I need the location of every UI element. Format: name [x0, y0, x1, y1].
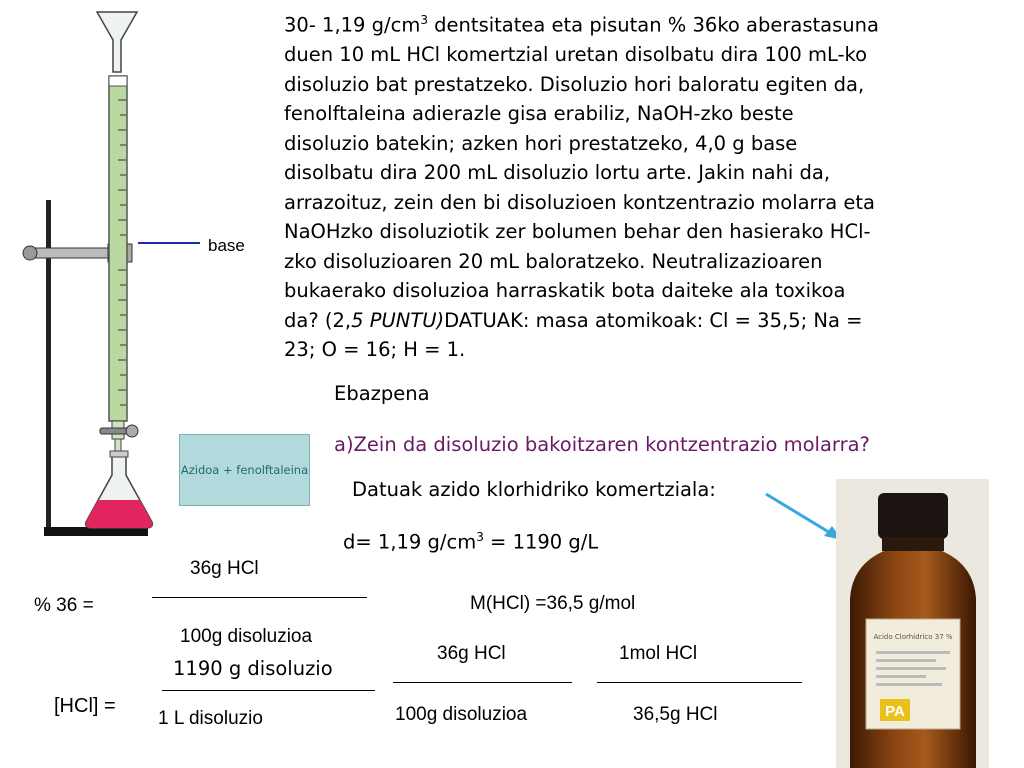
solution-heading: Ebazpena — [334, 382, 430, 405]
molar-mass: M(HCl) =36,5 g/mol — [470, 593, 636, 614]
fraction4-bar — [597, 682, 802, 683]
percent-label: % 36 = — [34, 595, 94, 616]
fraction2-bar — [162, 690, 375, 691]
base-label: base — [208, 236, 245, 255]
clamp-screw — [23, 246, 37, 260]
fraction3-numerator: 36g HCl — [437, 643, 506, 664]
fraction2-numerator: 1190 g disoluzio — [173, 657, 333, 680]
clamp-arm — [28, 248, 118, 258]
arrow-line — [766, 494, 832, 534]
fraction3-denominator: 100g disoluzioa — [395, 704, 528, 725]
stopcock-handle — [126, 425, 138, 437]
fraction3-bar — [393, 682, 572, 683]
fraction1-numerator: 36g HCl — [190, 558, 259, 579]
funnel — [97, 12, 137, 72]
question-a: a)Zein da disoluzio bakoitzaren kontzentrazio molarra? — [334, 433, 870, 456]
flask-mouth — [110, 451, 128, 457]
reagent-bottle — [836, 479, 989, 768]
bottle-cap — [878, 493, 948, 539]
bottle-brand: PA — [885, 703, 905, 720]
bottle-label-name: Acido Clorhídrico 37 % — [873, 633, 953, 641]
fraction1-bar — [152, 597, 367, 598]
data-heading: Datuak azido klorhidriko komertziala: — [352, 478, 716, 501]
fraction4-denominator: 36,5g HCl — [633, 704, 718, 725]
reagent-bottle-photo — [836, 479, 989, 768]
fraction1-denominator: 100g disoluzioa — [180, 626, 313, 647]
fraction2-denominator: 1 L disoluzio — [158, 708, 263, 729]
bottle-neck — [882, 537, 944, 551]
density-value: d= 1,19 $g/cm^3 = 1190$ g/L — [343, 530, 599, 554]
fraction4-numerator: 1mol HCl — [619, 643, 698, 664]
burette-top — [109, 76, 127, 86]
burette — [109, 76, 127, 421]
acid-callout: Azidoa + fenolftaleina — [179, 434, 310, 506]
hcl-concentration-label: [HCl] = — [54, 695, 116, 717]
problem-statement: 30- 1,19 $g/cm^3$ dentsitatea eta pisutan % 36ko aberastasuna duen 10 mL HCl komertzial uretan disolbatu dira 100 mL-ko disoluzio bat prestatzeko. Disoluzio hori baloratu egiten da, fenolftaleina adierazle gisa erabiliz, NaOH-zko beste disoluzio batekin; azken hori prestatzeko, 4,0 g base disolbatu dira 200 mL disoluzio lortu arte. Jakin nahi da, arrazoituz, zein den bi disoluzioen kontzentrazio molarra eta NaOHzko disoluziotik zer bolumen behar den hasierako HCl- zko disoluzioaren 20 mL baloratzeko. Neutralizazioaren bukaerako disoluzioa harraskatik bota daiteke ala toxikoa da? (2,5 PUNTU)DATUAK: masa atomikoak: Cl = 35,5; Na = 23; O = 16; H = 1. — [284, 13, 879, 361]
